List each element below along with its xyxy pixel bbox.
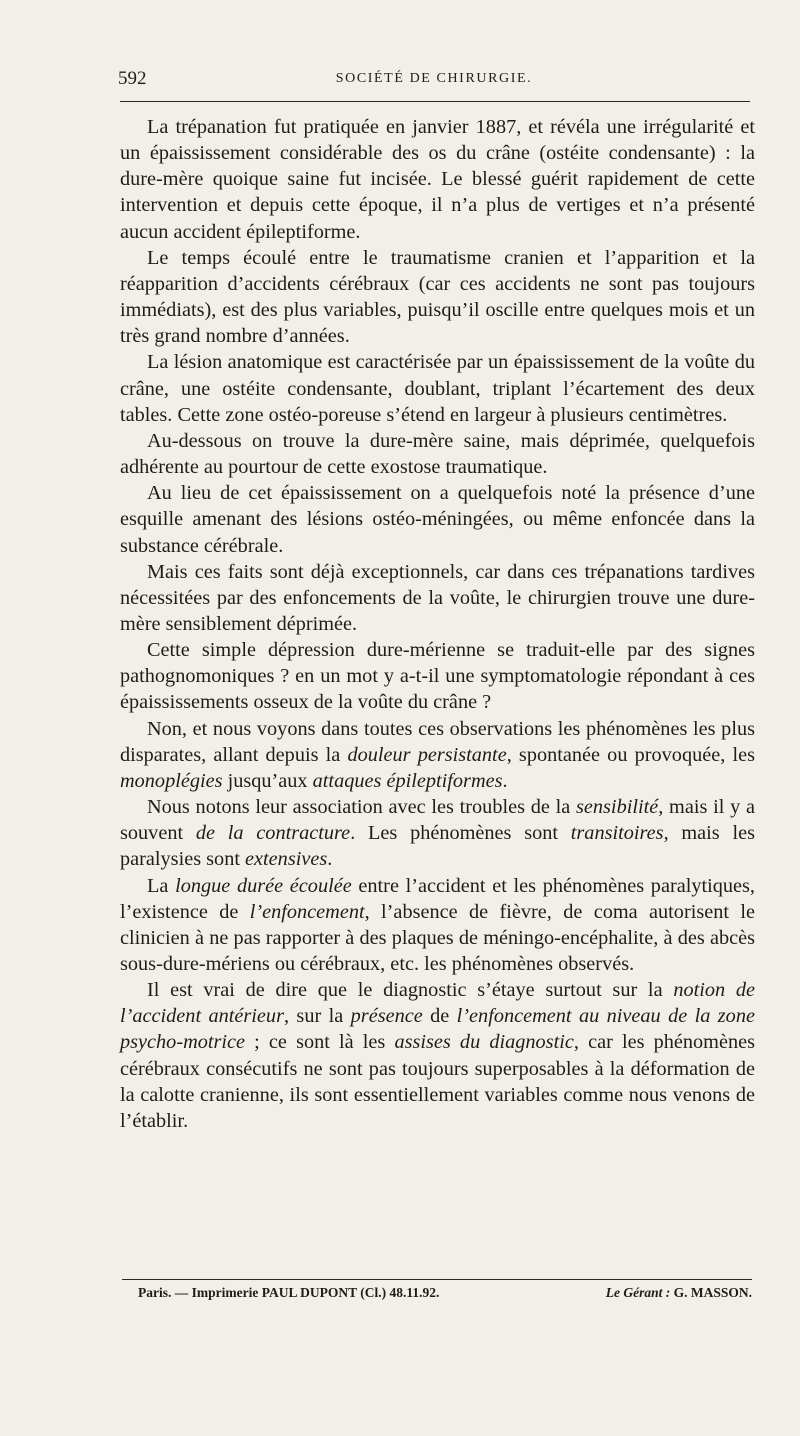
- running-title: SOCIÉTÉ DE CHIRURGIE.: [335, 71, 533, 86]
- paragraph: [120, 637, 755, 715]
- paragraph: [120, 349, 755, 427]
- text-run: Au lieu de cet épaississement on a quelquefois noté la présence d’une esquille amenant des lésions ostéo-méningées, ou même enfoncée dans la substance cérébrale.: [120, 482, 755, 557]
- printer-imprint: Paris. — Imprimerie PAUL DUPONT (Cl.) 48.11.92.: [138, 1285, 440, 1300]
- italic-text: transitoires: [570, 822, 664, 845]
- paragraph: [120, 559, 755, 637]
- italic-text: extensives: [245, 848, 328, 871]
- imprint-footer: [138, 1285, 752, 1305]
- paragraph: [120, 977, 755, 1134]
- header-rule: [120, 101, 750, 102]
- italic-text: assises du diagnostic: [394, 1031, 574, 1054]
- text-run: , sur la: [283, 1005, 351, 1028]
- italic-text: présence: [350, 1005, 423, 1028]
- text-run: La trépanation fut pratiquée en janvier 1887, et révéla une irrégularité et un épaississement considérable des os du crâne (ostéite condensante) : la dure-mère quoique saine fut incisée. Le blessé guérit rapidement de cette intervention et depuis cette époque, il n’a plus de vertiges et n’a présenté aucun accident épileptiforme.: [120, 116, 755, 243]
- paragraph: [120, 480, 755, 558]
- italic-text: monoplégies: [120, 769, 223, 792]
- page-number: 592: [118, 68, 147, 89]
- text-run: .: [502, 769, 508, 792]
- text-run: , mais il y a souvent: [120, 796, 755, 845]
- text-run: , car les phénomènes cérébraux consécutifs ne sont pas toujours superposables à la déformation de la calotte cranienne, ils sont essentiellement variables comme nous venons de l’établir.: [120, 1031, 755, 1132]
- text-run: Au-dessous on trouve la dure-mère saine, mais déprimée, quelquefois adhérente au pourtour de cette exostose traumatique.: [120, 429, 755, 479]
- italic-text: l’enfoncement: [249, 900, 365, 923]
- italic-text: notion de l’accident antérieur: [120, 979, 756, 1028]
- paragraph: [120, 114, 755, 245]
- footer-rule: [122, 1279, 752, 1280]
- paragraph: [120, 873, 755, 978]
- text-run: . Les phénomènes sont: [350, 822, 571, 845]
- text-run: , mais les paralysies sont: [120, 822, 755, 871]
- body-text: [120, 114, 755, 1134]
- text-run: entre l’accident et les phénomènes paralytiques, l’existence de: [120, 874, 755, 923]
- paragraph: [120, 794, 755, 872]
- text-run: ; ce sont là les: [245, 1031, 395, 1054]
- text-run: La: [147, 874, 176, 897]
- text-run: Il est vrai de dire que le diagnostic s’étaye surtout sur la: [147, 979, 674, 1002]
- text-run: jusqu’aux: [222, 769, 313, 792]
- italic-text: attaques épileptiformes: [312, 769, 503, 792]
- paragraph: [120, 716, 755, 794]
- paragraph: [120, 245, 755, 350]
- italic-text: sensibilité: [576, 796, 659, 819]
- italic-text: longue durée écoulée: [175, 874, 352, 897]
- paragraph: [120, 428, 755, 480]
- text-run: Cette simple dépression dure-mérienne se traduit-elle par des signes pathognomoniques ? en un mot y a-t-il une symptomatologie répondant à ces épaississements osseux de la voûte du crâne ?: [120, 639, 755, 714]
- gerant-name: G. MASSON.: [673, 1285, 752, 1300]
- italic-text: de la contracture: [195, 822, 351, 845]
- text-run: La lésion anatomique est caractérisée par un épaississement de la voûte du crâne, une ostéite condensante, doublant, triplant l’écartement des deux tables. Cette zone ostéo-poreuse s’étend en largeur à plusieurs centimètres.: [120, 351, 755, 426]
- page-header: [118, 68, 750, 92]
- text-run: Nous notons leur association avec les troubles de la: [147, 796, 576, 819]
- text-run: Le temps écoulé entre le traumatisme cranien et l’apparition et la réapparition d’accidents cérébraux (car ces accidents ne sont pas toujours immédiats), est des plus variables, puisqu’il oscille entre quelques mois et un très grand nombre d’années.: [120, 246, 755, 348]
- italic-text: l’enfoncement au niveau de la zone psycho-motrice: [120, 1005, 755, 1054]
- italic-text: douleur persistante: [347, 743, 507, 766]
- text-run: de: [422, 1005, 457, 1028]
- gerant-label: Le Gérant :: [605, 1285, 671, 1300]
- text-run: Non, et nous voyons dans toutes ces observations les phénomènes les plus disparates, allant depuis la: [120, 717, 755, 766]
- text-run: .: [327, 848, 333, 871]
- gerant-credit: [606, 1285, 752, 1301]
- text-run: Mais ces faits sont déjà exceptionnels, car dans ces trépanations tardives nécessitées par des enfoncements de la voûte, le chirurgien trouve une dure-mère sensiblement déprimée.: [120, 560, 755, 635]
- text-run: , l’absence de fièvre, de coma autorisent le clinicien à ne pas rapporter à des plaques de méningo-encéphalite, à des abcès sous-dure-mériens ou cérébraux, etc. les phénomènes observés.: [120, 900, 756, 975]
- text-run: , spontanée ou provoquée, les: [506, 743, 755, 766]
